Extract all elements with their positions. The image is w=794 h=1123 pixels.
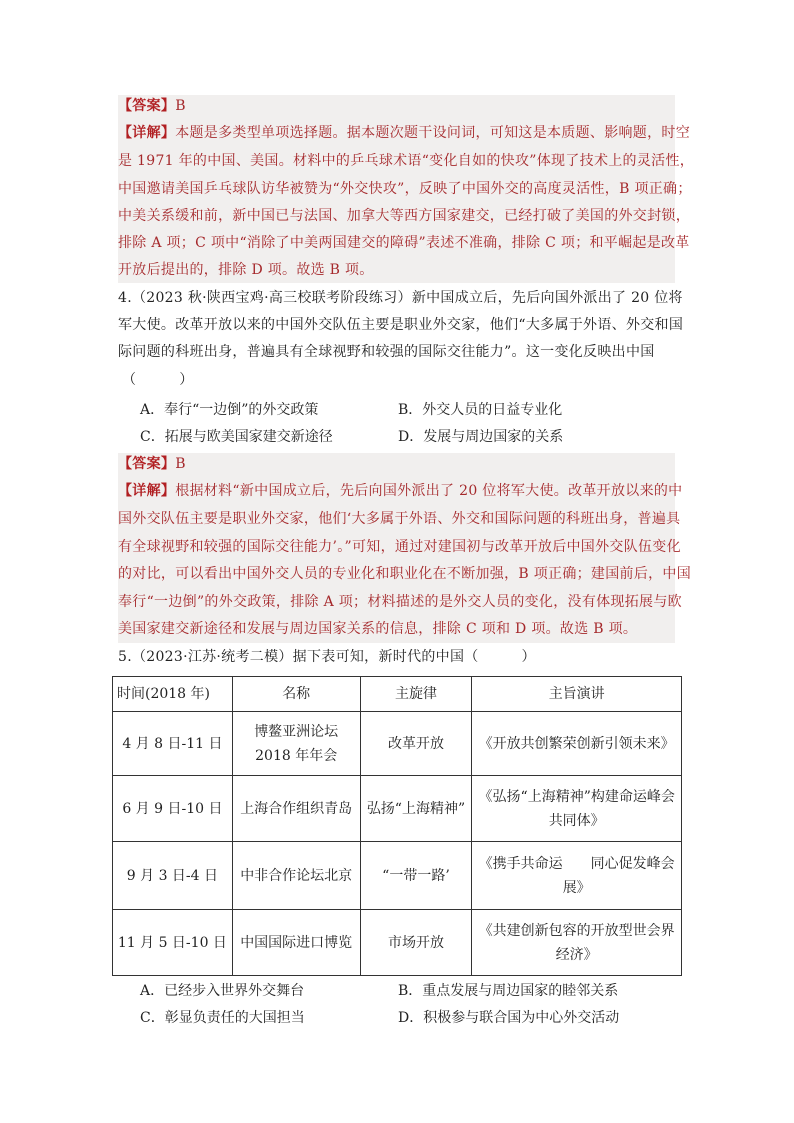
detail-text: 本题是多类型单项选择题。据本题次题干设问词，可知这是本质题、影响题，时空: [175, 125, 691, 141]
table-row: [113, 910, 682, 976]
q5-stem: 5.（2023·江苏·统考二模）据下表可知，新时代的中国（ ）: [118, 649, 536, 665]
q3-detail-line-6: 开放后提出的，排除 D 项。故选 B 项。: [118, 262, 374, 278]
detail-tag: 【详解】: [118, 483, 176, 499]
table-row: [113, 712, 682, 776]
table-cell: 6 月 9 日-10 日: [113, 776, 233, 842]
answer-tag: 【答案】: [118, 98, 176, 114]
q3-detail-line-2: 是 1971 年的中国、美国。材料中的乒乓球术语“变化自如的快攻”体现了技术上的灵活性，: [118, 153, 695, 169]
q4-option-a[interactable]: A．奉行“一边倒”的外交政策: [140, 402, 319, 418]
table-cell: 《共建创新包容的开放型世会界经济》: [472, 910, 682, 976]
table-cell: 弘扬“上海精神”: [360, 776, 472, 842]
table-cell: 《弘扬“上海精神”构建命运峰会共同体》: [472, 776, 682, 842]
q4-answer-line: [118, 455, 186, 473]
detail-text: 根据材料“新中国成立后，先后向国外派出了 20 位将军大使。改革开放以来的中: [175, 483, 683, 499]
table-cell: 市场开放: [360, 910, 472, 976]
table-cell: 中非合作论坛北京: [232, 842, 360, 910]
table-cell: 4 月 8 日-11 日: [113, 712, 233, 776]
table-cell: 改革开放: [360, 712, 472, 776]
detail-tag: 【详解】: [118, 125, 176, 141]
q4-detail-line-2: 国外交队伍主要是职业外交家，他们‘大多属于外语、外交和国际问题的科班出身，普遍具: [118, 511, 681, 527]
table-cell: 11 月 5 日-10 日: [113, 910, 233, 976]
table-row: [113, 776, 682, 842]
q3-answer-line: [118, 97, 186, 115]
q5-option-a[interactable]: A．已经步入世界外交舞台: [140, 983, 305, 999]
q4-detail-line-6: 美国家建交新途径和发展与周边国家关系的信息，排除 C 项和 D 项。故选 B 项。: [118, 621, 638, 637]
answer-tag: 【答案】: [118, 456, 176, 472]
table-header-cell: 主旋律: [360, 677, 472, 712]
q5-option-b[interactable]: B．重点发展与周边国家的睦邻关系: [398, 983, 619, 999]
table-header-cell: 名称: [232, 677, 360, 712]
q4-option-b[interactable]: B．外交人员的日益专业化: [398, 402, 563, 418]
q4-option-d[interactable]: D．发展与周边国家的关系: [398, 429, 564, 445]
answer-value: B: [175, 98, 186, 114]
answer-value: B: [175, 456, 186, 472]
q5-table: [112, 676, 682, 976]
table-header-row: [113, 677, 682, 712]
table-cell: 博鳌亚洲论坛 2018 年年会: [232, 712, 360, 776]
table-header-cell: 主旨演讲: [472, 677, 682, 712]
q4-detail-line-3: 有全球视野和较强的国际交往能力’。”可知，通过对建国初与改革开放后中国外交队伍变化: [118, 539, 681, 555]
table-cell: 《携手共命运 同心促发峰会展》: [472, 842, 682, 910]
table-cell: 中国国际进口博览: [232, 910, 360, 976]
table-row: [113, 842, 682, 910]
q4-option-c[interactable]: C．拓展与欧美国家建交新途径: [140, 429, 333, 445]
q3-detail-line-5: 排除 A 项；C 项中“消除了中美两国建交的障碍”表述不准确，排除 C 项；和平崛起是改革: [118, 235, 690, 251]
q4-blank: （ ）: [122, 372, 194, 388]
q4-stem-line-1: 4.（2023 秋·陕西宝鸡·高三校联考阶段练习）新中国成立后，先后向国外派出了 20 位将: [118, 290, 683, 306]
table-cell: 《开放共创繁荣创新引领未来》: [472, 712, 682, 776]
table-header-cell: 时间(2018 年): [113, 677, 233, 712]
q5-option-c[interactable]: C．彰显负责任的大国担当: [140, 1010, 305, 1026]
table-cell: 上海合作组织青岛: [232, 776, 360, 842]
q3-detail-line-1: [118, 124, 690, 142]
q4-detail-line-4: 的对比，可以看出中国外交人员的专业化和职业化在不断加强，B 项正确；建国前后，中国: [118, 566, 692, 582]
q3-detail-line-3: 中国邀请美国乒乓球队访华被赞为“外交快攻”，反映了中国外交的高度灵活性，B 项正确；: [118, 181, 692, 197]
q3-detail-line-4: 中美关系缓和前，新中国已与法国、加拿大等西方国家建交，已经打破了美国的外交封锁，: [118, 208, 690, 224]
q4-stem-line-2: 军大使。改革开放以来的中国外交队伍主要是职业外交家，他们“大多属于外语、外交和国: [118, 317, 684, 333]
q5-option-d[interactable]: D．积极参与联合国为中心外交活动: [398, 1010, 620, 1026]
table-cell: 9 月 3 日-4 日: [113, 842, 233, 910]
q4-stem-line-3: 际问题的科班出身，普遍具有全球视野和较强的国际交往能力”。这一变化反映出中国: [118, 344, 655, 360]
q4-detail-line-1: [118, 482, 682, 500]
q4-detail-line-5: 奉行“一边倒”的外交政策，排除 A 项；材料描述的是外交人员的变化，没有体现拓展与欧: [118, 594, 682, 610]
table-cell: “一带一路’: [360, 842, 472, 910]
